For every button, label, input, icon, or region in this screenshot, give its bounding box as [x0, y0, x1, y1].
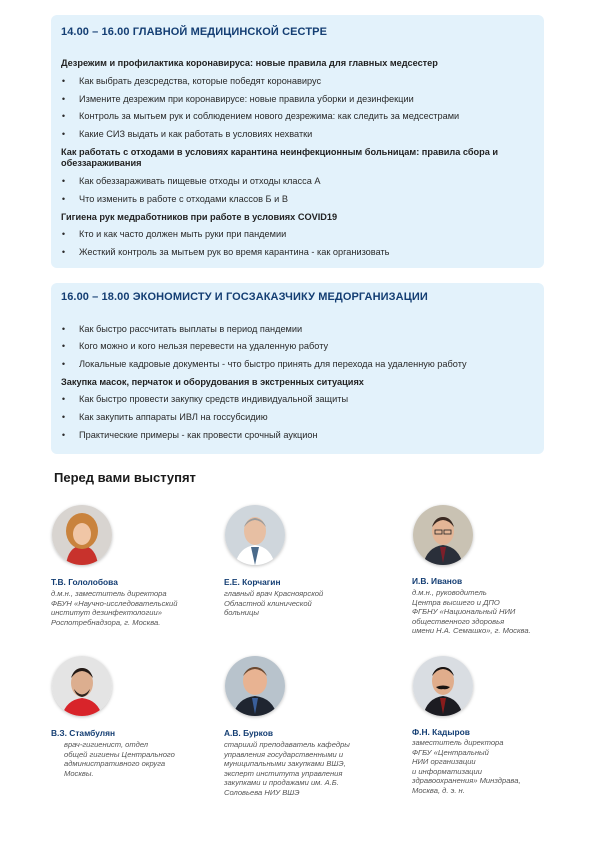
speaker-photo	[413, 656, 473, 716]
speaker-description: главный врач Красноярской Областной клинической больницы	[224, 589, 324, 618]
section-title: 16.00 – 18.00 ЭКОНОМИСТУ И ГОСЗАКАЗЧИКУ МЕДОРГАНИЗАЦИИ	[61, 291, 428, 303]
speakers-heading: Перед вами выступят	[54, 470, 196, 485]
speaker-name: Е.Е. Корчагин	[224, 577, 281, 587]
speaker-name: Ф.Н. Кадыров	[412, 727, 470, 737]
speaker-photo	[52, 656, 112, 716]
speaker-description: старший преподаватель кафедры управления государственными и муниципальными закупками ВШЭ, эксперт института управления закупками и продажами им. А.Б. Соловьева НИУ ВШЭ	[224, 740, 350, 797]
speaker-description: заместитель директора ФГБУ «Центральный НИИ организации и информатизации здравоохранения» Минздрава, Москва, д. э. н.	[412, 738, 521, 795]
group-heading: Гигиена рук медработников при работе в условиях COVID19	[61, 212, 338, 222]
group-heading: Дезрежим и профилактика коронавируса: новые правила для главных медсестер	[61, 58, 438, 68]
speaker-name: Т.В. Гололобова	[51, 577, 118, 587]
speaker-photo	[225, 505, 285, 565]
speaker-photo	[225, 656, 285, 716]
speaker-description: д.м.н., руководитель Центра высшего и ДПО ФГБНУ «Национальный НИИ общественного здоровья имени Н.А. Семашко», г. Москва.	[412, 588, 531, 636]
group-heading: Закупка масок, перчаток и оборудования в экстренных ситуациях	[61, 377, 364, 387]
section-chief-nurse: 14.00 – 16.00 ГЛАВНОЙ МЕДИЦИНСКОЙ СЕСТРЕ Дезрежим и профилактика коронавируса: новые правила для главных медсестер • Как выбрать дезсредства, которые победят коронавирус • Измените дезрежим при коронавирусе: новые правила уборки и дезинфекции • Контроль за мытьем рук и соблюдением нового дезрежима: как следить за медсестрами • Какие СИЗ выдать и как работать в условиях нехватки Как работать с отходами в условиях карантина неинфекционным больницам: правила сбора и обеззараживания • Как обеззараживать пищевые отходы и отходы класса А • Что изменить в работе с отходами классов Б и В Гигиена рук медработников при работе в условиях COVID19 • Кто и как часто должен мыть руки при пандемии • Жесткий контроль за мытьем рук во время карантина - как организовать	[51, 15, 544, 268]
section-economist: 16.00 – 18.00 ЭКОНОМИСТУ И ГОСЗАКАЗЧИКУ МЕДОРГАНИЗАЦИИ • Как быстро рассчитать выплаты в период пандемии • Кого можно и кого нельзя перевести на удаленную работу • Локальные кадровые документы - что быстро принять для перехода на удаленную работу Закупка масок, перчаток и оборудования в экстренных ситуациях • Как быстро провести закупку средств индивидуальной защиты • Как закупить аппараты ИВЛ на госсубсидию • Практические примеры - как провести срочный аукцион	[51, 283, 544, 454]
speaker-photo	[52, 505, 112, 565]
speaker-description: врач-гигиенист, отдел общей гигиены Центрального административного округа Москвы.	[64, 740, 175, 778]
speaker-name: А.В. Бурков	[224, 728, 273, 738]
section-title: 14.00 – 16.00 ГЛАВНОЙ МЕДИЦИНСКОЙ СЕСТРЕ	[61, 26, 328, 38]
group-heading: Как работать с отходами в условиях карантина неинфекционным больницам: правила сбора и обеззараживания	[61, 147, 499, 168]
speaker-name: И.В. Иванов	[412, 576, 463, 586]
speaker-description: д.м.н., заместитель директора ФБУН «Научно-исследовательский институт дезинфектологии» Роспотребнадзора, г. Москва.	[51, 589, 178, 627]
speaker-photo	[413, 505, 473, 565]
speaker-name: В.З. Стамбулян	[51, 728, 116, 738]
